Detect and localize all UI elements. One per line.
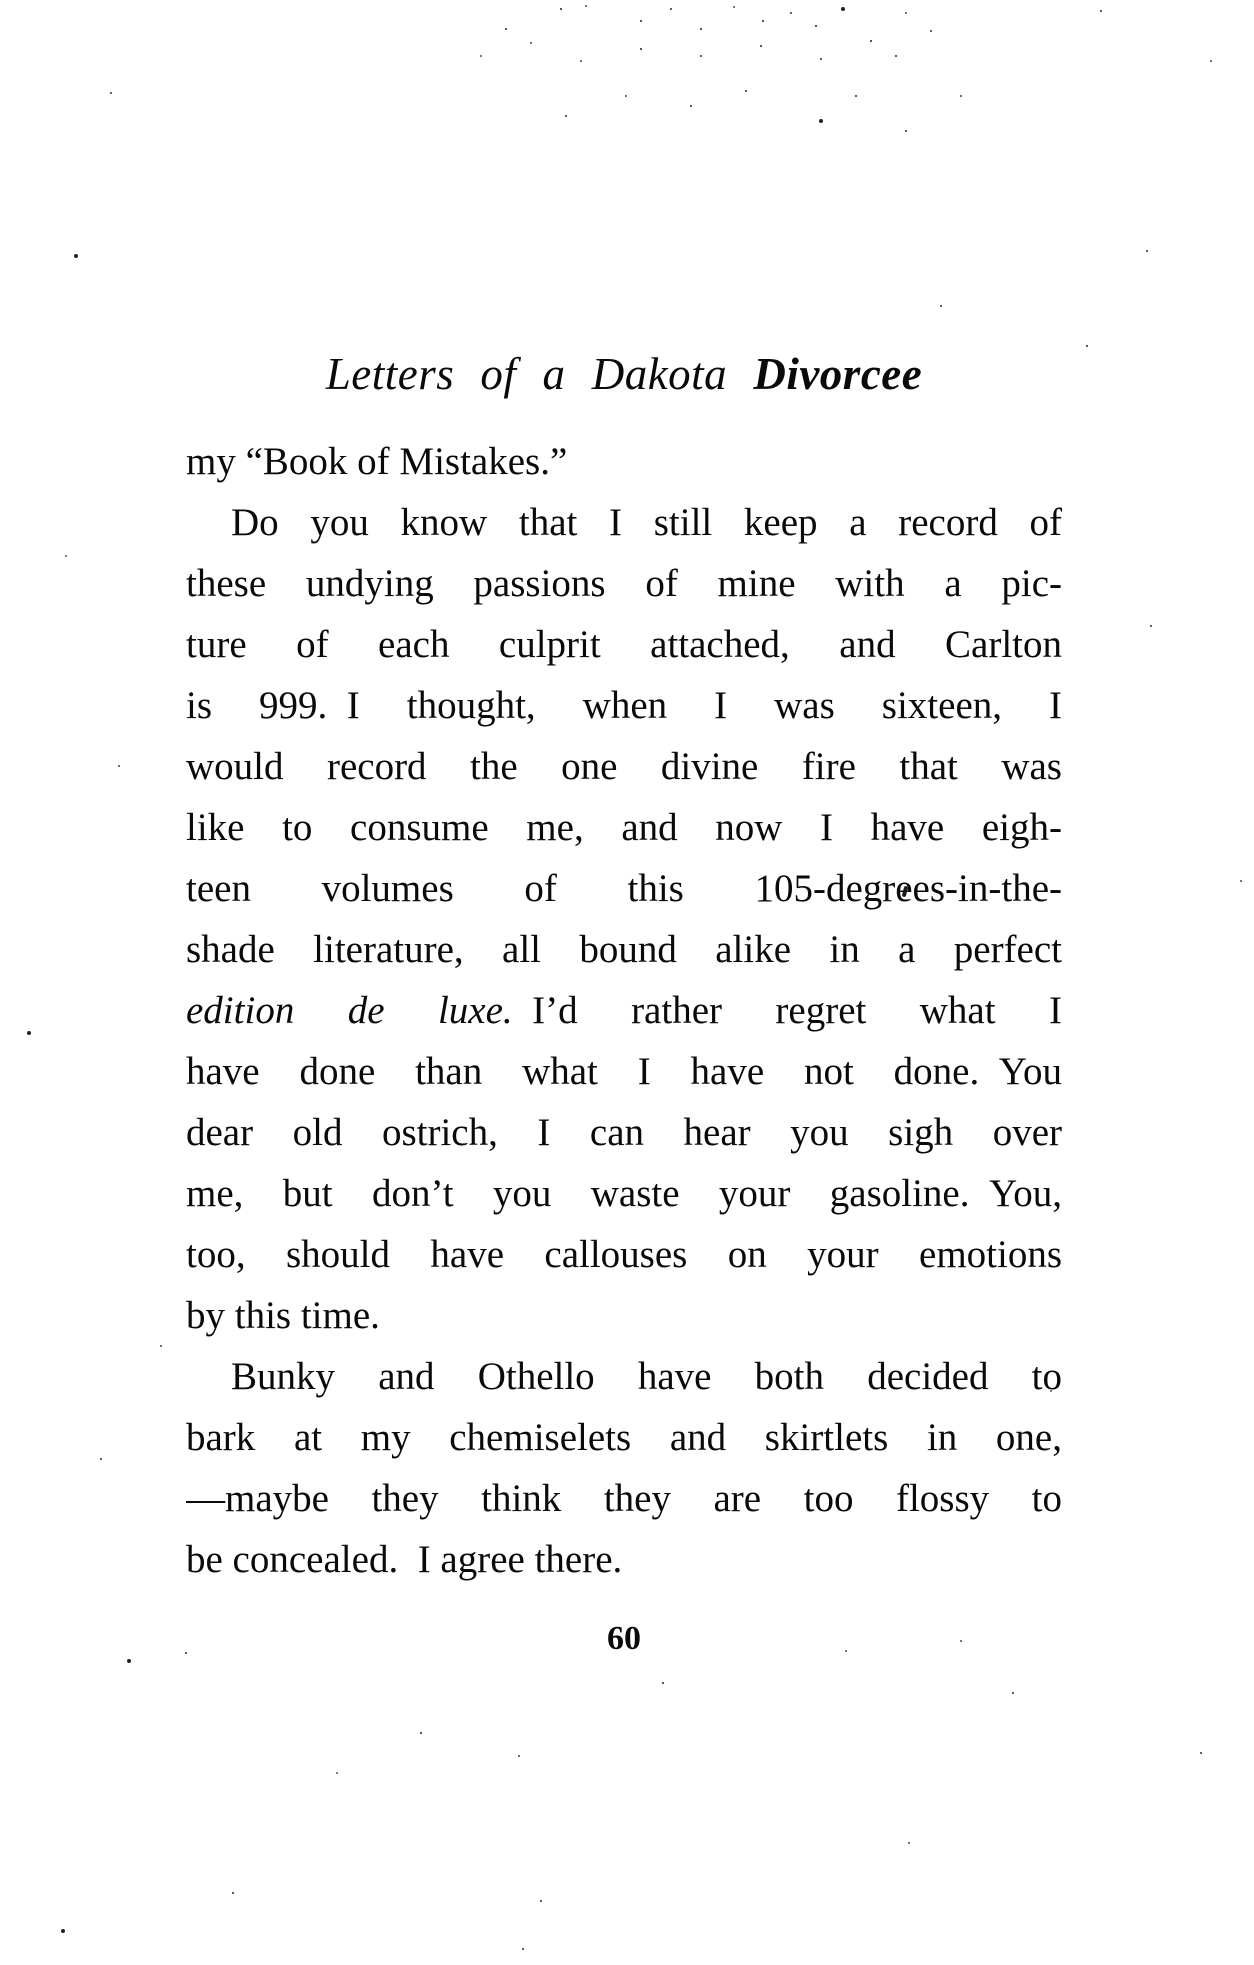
text-segment: I’d rather regret what I bbox=[512, 989, 1062, 1032]
text-segment: me, but don’t you waste your gasoline. You, bbox=[186, 1172, 1062, 1215]
text-segment: have done than what I have not done. You bbox=[186, 1050, 1062, 1093]
text-line bbox=[186, 553, 1062, 614]
text-segment: like to consume me, and now I have eigh- bbox=[186, 806, 1062, 849]
text-segment: is 999. I thought, when I was sixteen, I bbox=[186, 684, 1062, 727]
text-segment: teen volumes of this 105-degrees-in-the- bbox=[186, 867, 1062, 910]
text-line bbox=[186, 1529, 1062, 1590]
text-line bbox=[186, 797, 1062, 858]
text-segment: my “Book of Mistakes.” bbox=[186, 440, 568, 483]
text-line bbox=[186, 431, 1062, 492]
text-line bbox=[186, 736, 1062, 797]
text-segment: Do you know that I still keep a record of bbox=[231, 501, 1062, 544]
text-segment: shade literature, all bound alike in a perfect bbox=[186, 928, 1062, 971]
text-line bbox=[186, 614, 1062, 675]
text-segment: be concealed. I agree there. bbox=[186, 1538, 623, 1581]
text-line bbox=[186, 675, 1062, 736]
text-line bbox=[186, 1224, 1062, 1285]
text-segment: would record the one divine fire that was bbox=[186, 745, 1062, 788]
text-segment: these undying passions of mine with a pic- bbox=[186, 562, 1062, 605]
text-line bbox=[186, 1407, 1062, 1468]
body-text bbox=[186, 431, 1062, 1590]
text-segment: ture of each culprit attached, and Carlton bbox=[186, 623, 1062, 666]
text-line bbox=[186, 492, 1062, 553]
text-line bbox=[186, 980, 1062, 1041]
text-segment-italic: edition de luxe. bbox=[186, 989, 513, 1032]
text-segment: —maybe they think they are too flossy to bbox=[186, 1477, 1062, 1520]
scan-noise-specks bbox=[0, 0, 2, 2]
text-segment: Bunky and Othello have both decided to bbox=[231, 1355, 1062, 1398]
page-number: 60 bbox=[607, 1620, 641, 1657]
running-header bbox=[186, 349, 1062, 399]
text-line bbox=[186, 858, 1062, 919]
text-line bbox=[186, 1346, 1062, 1407]
running-header-title-emphasis: Divorcee bbox=[753, 349, 923, 399]
text-line bbox=[186, 1468, 1062, 1529]
text-segment: too, should have callouses on your emotions bbox=[186, 1233, 1062, 1276]
running-header-title: Letters of a Dakota bbox=[325, 349, 754, 399]
text-segment: bark at my chemiselets and skirtlets in one, bbox=[186, 1416, 1062, 1459]
text-line bbox=[186, 1041, 1062, 1102]
text-segment: by this time. bbox=[186, 1294, 380, 1337]
text-segment: dear old ostrich, I can hear you sigh over bbox=[186, 1111, 1062, 1154]
text-line bbox=[186, 1285, 1062, 1346]
text-line bbox=[186, 1163, 1062, 1224]
text-line bbox=[186, 919, 1062, 980]
text-line bbox=[186, 1102, 1062, 1163]
